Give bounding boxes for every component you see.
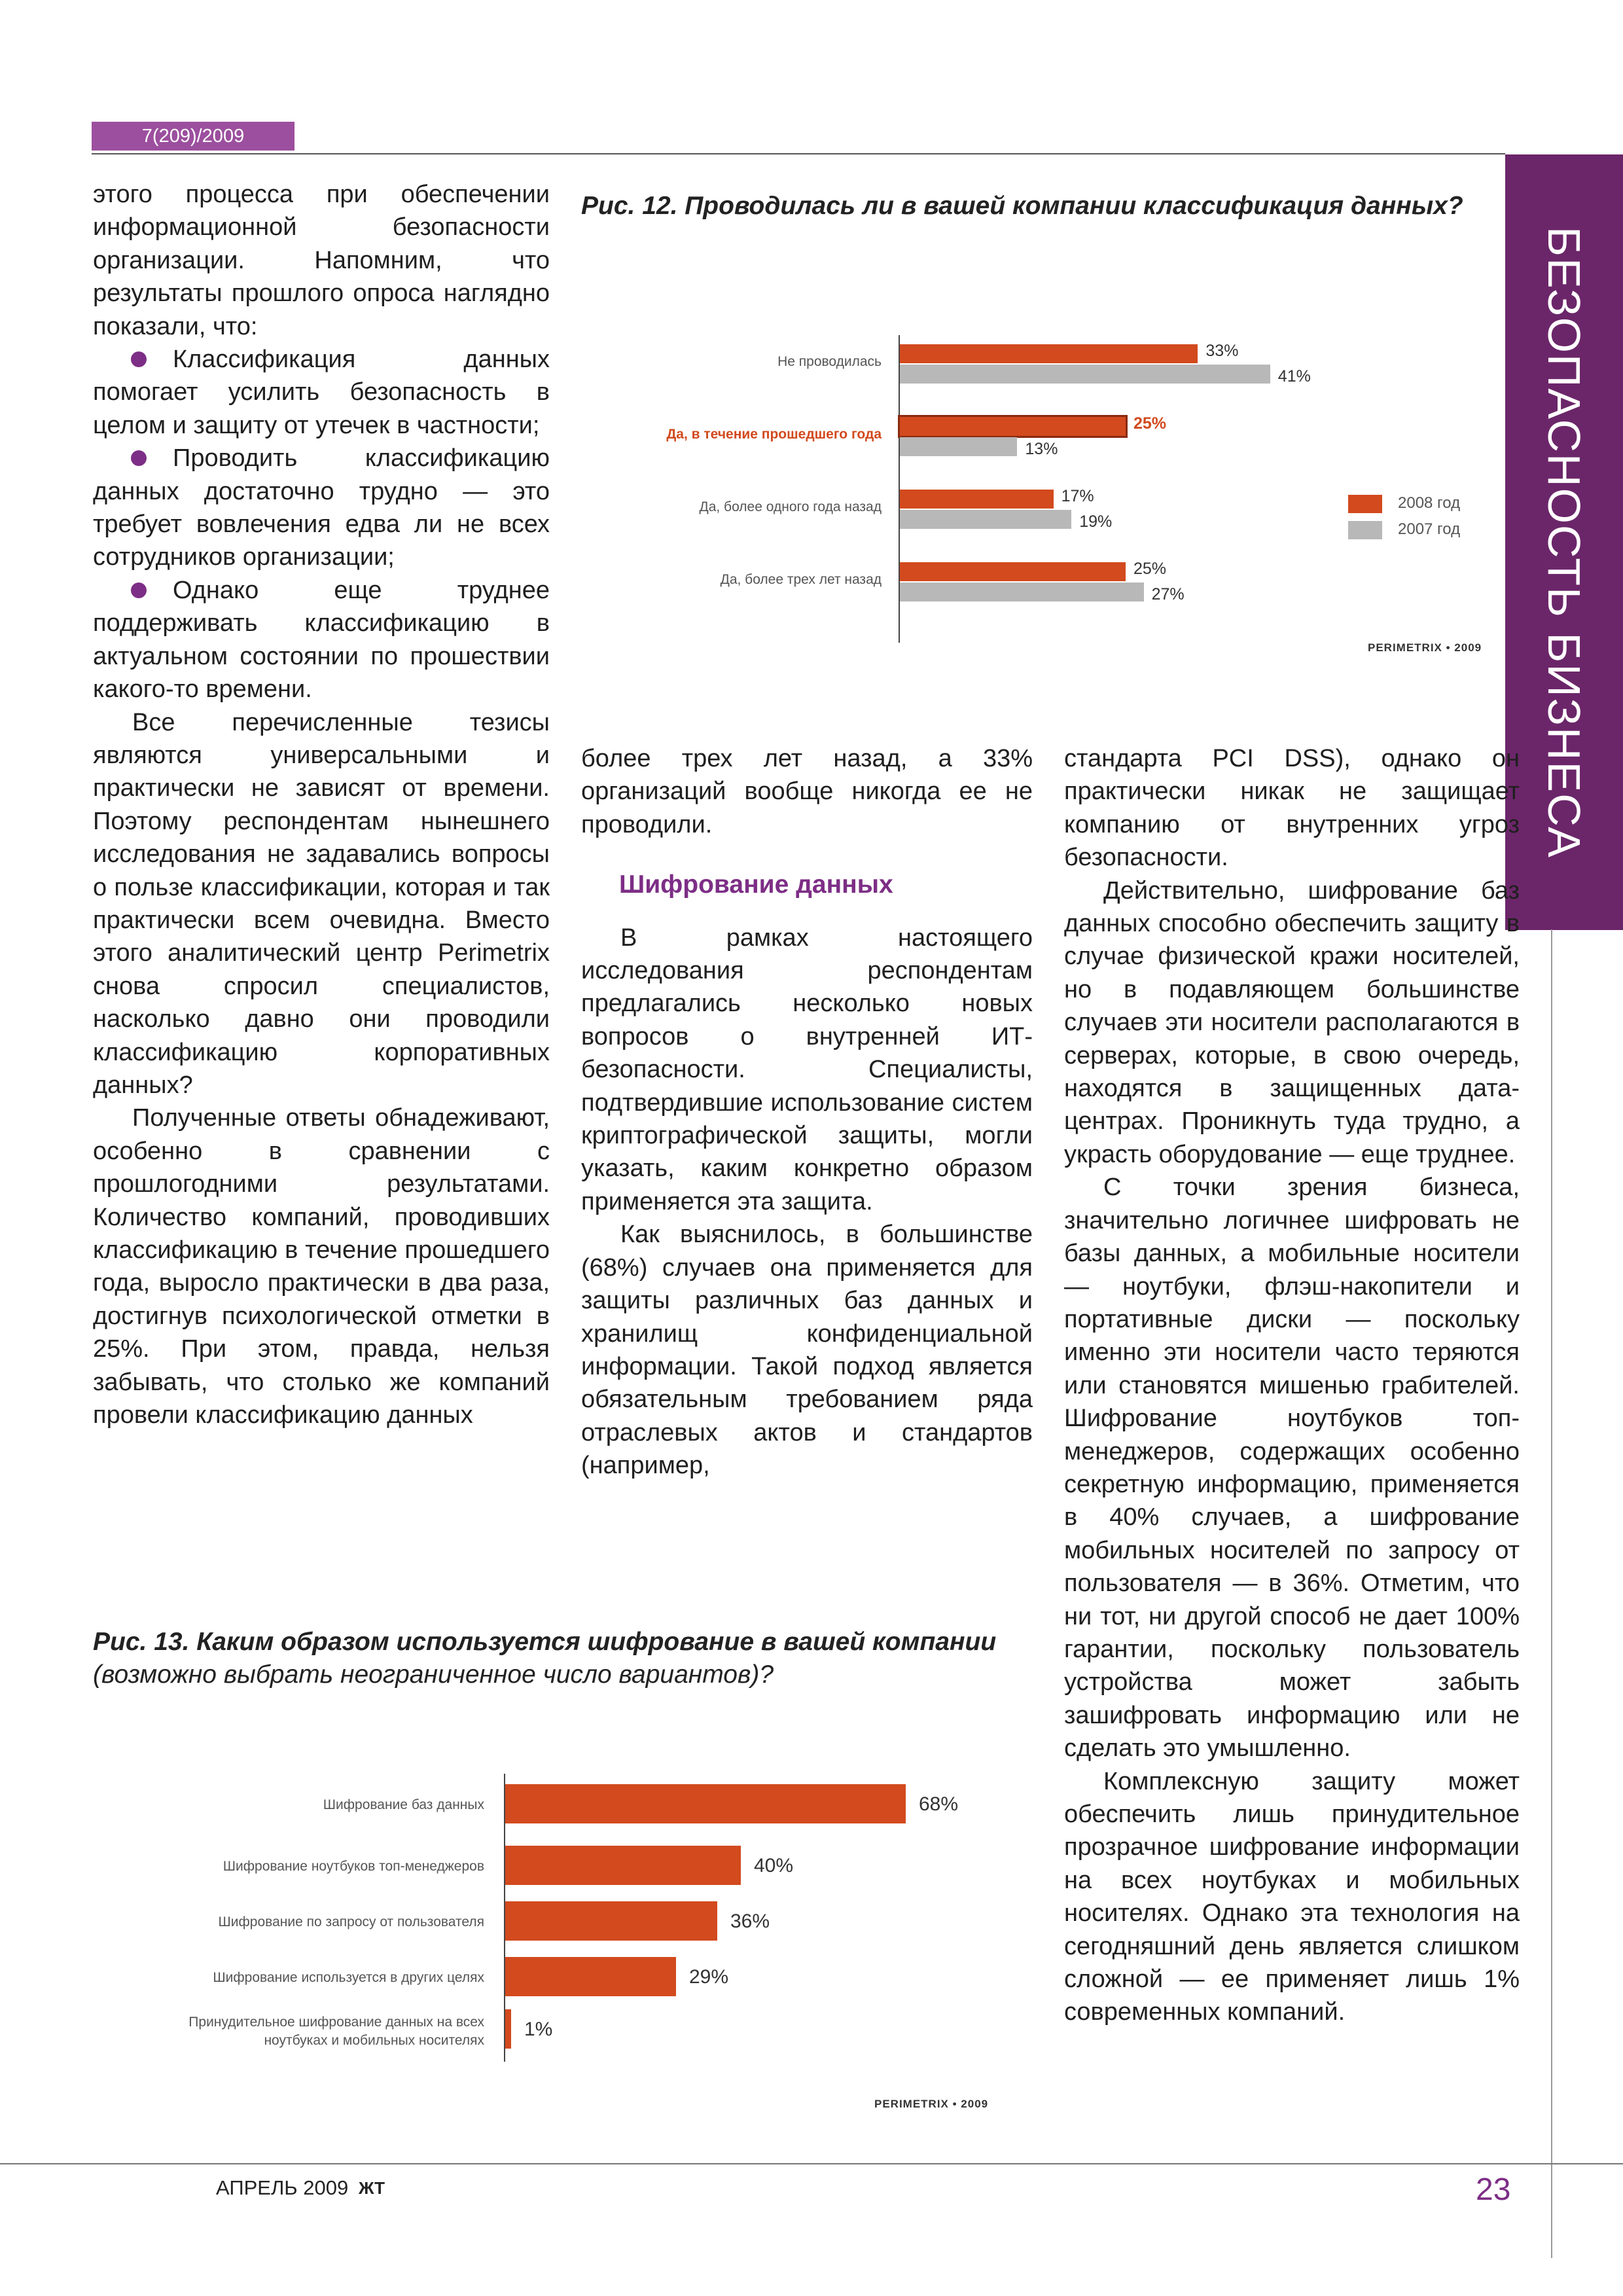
chart-13-category-label-line: Шифрование ноутбуков топ-менеджеров <box>223 1859 484 1874</box>
chart-12-bar <box>900 490 1054 509</box>
chart-12-value-label: 19% <box>1079 512 1113 531</box>
section-title: БЕЗОПАСНОСТЬ БИЗНЕСА <box>1539 226 1590 859</box>
bullet-icon <box>131 450 147 466</box>
chart-12-legend-swatch <box>1348 495 1382 513</box>
chart-12-bar <box>900 437 1017 456</box>
chart-12-category-label: Не проводилась <box>777 354 882 369</box>
footer-month: АПРЕЛЬ 2009 <box>216 2176 349 2199</box>
bullet-text: Классификация данных помогает усилить безопасность в целом и защиту от утечек в частности; <box>93 346 550 439</box>
chart-13-category-label <box>219 1913 484 1931</box>
paragraph: Как выяснилось, в большинстве (68%) случаев она применяется для защиты различных баз данных и хранилищ конфиденциальной информации. Такой подход является обязательным требованием ряда отраслевых актов и стандартов (например, <box>581 1221 1033 1480</box>
right-rule <box>1551 929 1552 2258</box>
chart-12-category-label: Да, в течение прошедшего года <box>666 427 882 442</box>
chart-12-bar <box>900 417 1126 436</box>
figure-13-title-main: Рис. 13. Каким образом используется шифрование в вашей компании <box>93 1628 997 1656</box>
figure-12-chart <box>576 327 1518 668</box>
paragraph: В рамках настоящего исследования респондентам предлагались несколько новых вопросов о внутренней ИТ-безопасности. Специалисты, подтвердившие использование систем криптографической защиты, могли указать, каким конкретно образом применяется эта защита. <box>581 924 1033 1215</box>
chart-12-value-label: 25% <box>1133 560 1167 578</box>
figure-12-title: Рис. 12. Проводилась ли в вашей компании классификация данных? <box>581 192 1463 220</box>
chart-12-bar <box>900 365 1270 384</box>
section-heading: Шифрование данных <box>619 870 893 899</box>
text-column-1 <box>93 178 550 1431</box>
chart-12-value-label: 13% <box>1025 440 1058 458</box>
chart-13-bar <box>505 1901 717 1941</box>
issue-number-tag: 7(209)/2009 <box>92 122 294 151</box>
chart-12-bar <box>900 583 1144 601</box>
section-band <box>1505 154 1623 930</box>
paragraph: С точки зрения бизнеса, значительно логичнее шифровать не базы данных, а мобильные носители — ноутбуки, флэш-накопители и портативные диски — поскольку именно эти носители часто теряются или становятся мишенью грабителей. Шифрование ноутбуков топ-менеджеров, содержащих особенно секретную информацию, применяется в 40% случаев, а шифрование мобильных носителей по запросу от пользователя — в 36%. Отметим, что ни тот, ни другой способ не дает 100% гарантии, поскольку пользователь устройства может забыть зашифровать информацию или не сделать это умышленно. <box>1064 1174 1520 1763</box>
footer-rule <box>0 2163 1623 2164</box>
text-column-2 <box>581 742 1033 1482</box>
chart-13-value-label: 29% <box>689 1966 729 1988</box>
text-column-3 <box>1064 742 1520 2029</box>
chart-13-value-label: 68% <box>919 1793 959 1815</box>
paragraph: этого процесса при обеспечении информационной безопасности организации. Напомним, что результаты прошлого опроса наглядно показали, что: <box>93 181 550 340</box>
chart-13-bar <box>505 2009 511 2049</box>
chart-13-bar <box>505 1957 676 1996</box>
chart-12-value-label: 27% <box>1151 585 1185 603</box>
figure-13-title <box>93 1626 1042 1691</box>
chart-12-value-label: 41% <box>1277 367 1311 386</box>
bullet-item <box>93 343 550 442</box>
chart-12-value-label: 33% <box>1205 342 1239 360</box>
chart-13-category-label-line: Шифрование используется в других целях <box>213 1970 484 1985</box>
bullet-text: Однако еще труднее поддерживать классификацию в актуальном состоянии по прошествии какого-то времени. <box>93 576 550 704</box>
chart-13-value-label: 40% <box>754 1855 794 1876</box>
chart-13-value-label: 1% <box>524 2018 553 2040</box>
paragraph: Полученные ответы обнадеживают, особенно в сравнении с прошлогодними результатами. Количество компаний, проводивших классификацию в течение прошедшего года, выросло практически в два раза, достигнув психологической отметки в 25%. При этом, правда, нельзя забывать, что столько же компаний провели классификацию данных <box>93 1104 550 1429</box>
chart-13-category-label-line: Принудительное шифрование данных на всех <box>188 2015 484 2030</box>
paragraph: Все перечисленные тезисы являются универсальными и практически не зависят от времени. Поэтому респондентам нынешнего исследования не задавались вопросы о пользе классификации, которая и так практически всем очевидна. Вместо этого аналитический центр Perimetrix снова спросил специалистов, насколько давно они проводили классификацию корпоративных данных? <box>93 708 550 1099</box>
magazine-logo: ЖТ <box>359 2178 385 2198</box>
figure-13-chart <box>93 1761 1042 2127</box>
chart-12-legend-swatch <box>1348 521 1382 539</box>
chart-13-value-label: 36% <box>730 1910 770 1932</box>
figure-13-subtitle: (возможно выбрать неограниченное число вариантов)? <box>93 1660 774 1689</box>
chart-12-category-label: Да, более одного года назад <box>699 499 882 514</box>
chart-12-bar <box>900 344 1198 363</box>
chart-12-bar <box>900 510 1071 529</box>
chart-13-category-label <box>213 1969 484 1987</box>
paragraph: Комплексную защиту может обеспечить лишь принудительное прозрачное шифрование информации на всех ноутбуках и мобильных носителях. Однако эта технология на сегодняшний день является слишком сложной — ее применяет лишь 1% современных компаний. <box>1064 1767 1520 2026</box>
chart-12-source: PERIMETRIX • 2009 <box>1368 641 1482 654</box>
chart-13-bar <box>505 1846 741 1885</box>
chart-12-value-label: 25% <box>1133 414 1167 433</box>
chart-12-legend-label: 2008 год <box>1398 494 1461 512</box>
top-rule <box>92 153 1505 154</box>
bullet-text: Проводить классификацию данных достаточно трудно — это требует вовлечения едва ли не всех сотрудников организации; <box>93 444 550 571</box>
chart-12-legend-label: 2007 год <box>1398 520 1461 538</box>
chart-12-category-label: Да, более трех лет назад <box>720 572 882 587</box>
paragraph: Действительно, шифрование баз данных способно обеспечить защиту в случае физической кражи носителей, но в подавляющем большинстве случаев эти носители располагаются в серверах, которые, в свою очередь, находятся в защищенных дата-центрах. Проникнуть туда трудно, а украсть оборудование — еще труднее. <box>1064 876 1520 1168</box>
chart-13-category-label <box>223 1857 484 1876</box>
chart-13-category-label <box>188 2013 484 2050</box>
chart-13-category-label-line: Шифрование баз данных <box>323 1797 484 1812</box>
page-number: 23 <box>1476 2172 1511 2207</box>
chart-13-category-label-line: Шифрование по запросу от пользователя <box>218 1914 484 1929</box>
chart-12-value-label: 17% <box>1061 487 1094 505</box>
paragraph: стандарта PCI DSS), однако он практически никак не защищает компанию от внутренних угроз безопасности. <box>1064 745 1520 872</box>
bullet-icon <box>131 351 147 367</box>
chart-13-source: PERIMETRIX • 2009 <box>874 2098 989 2110</box>
bullet-icon <box>131 583 147 598</box>
bullet-item <box>93 574 550 706</box>
chart-13-category-label <box>323 1796 484 1814</box>
paragraph: более трех лет назад, а 33% организаций вообще никогда ее не проводили. <box>581 745 1033 838</box>
bullet-item <box>93 442 550 574</box>
chart-12-bar <box>900 562 1126 581</box>
chart-13-category-label-line: ноутбуках и мобильных носителях <box>264 2033 484 2048</box>
chart-13-bar <box>505 1784 906 1823</box>
